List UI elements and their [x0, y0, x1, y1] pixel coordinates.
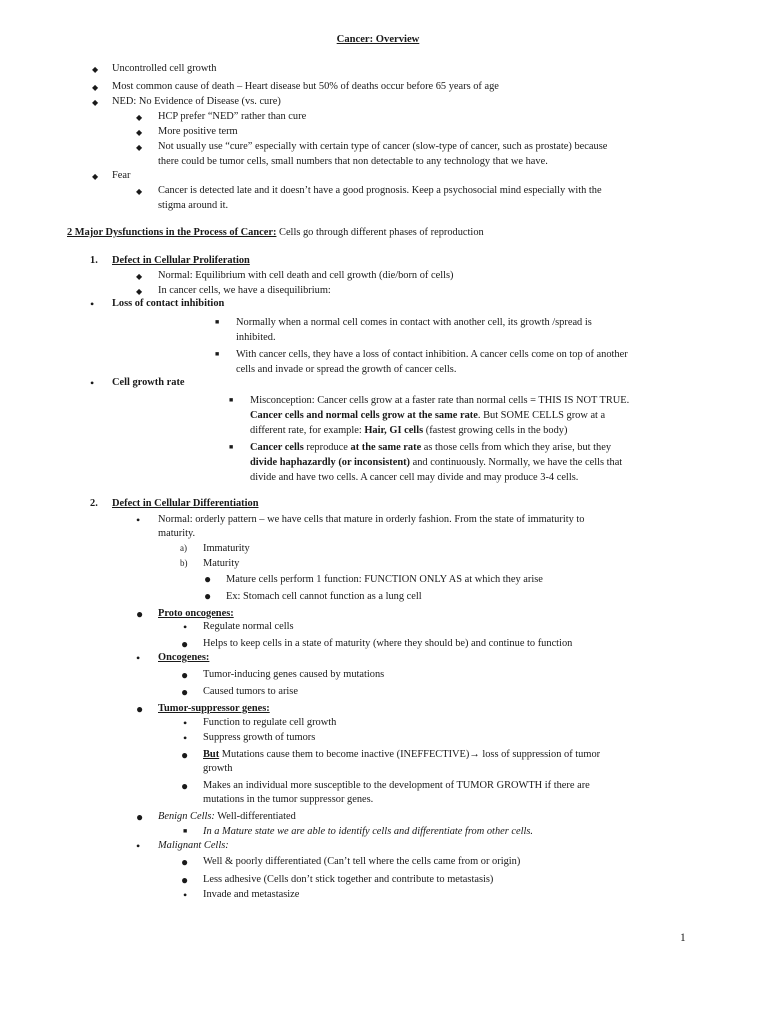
diamond-bullet-icon: ◆ — [92, 65, 99, 74]
list-item-continued — [250, 409, 605, 423]
cell-growth-rate-title: Cell growth rate — [112, 377, 185, 388]
emphasis: But — [203, 749, 220, 760]
round-bullet-icon: ● — [136, 810, 144, 824]
list-item: Immaturity — [203, 543, 250, 554]
diamond-bullet-icon: ◆ — [136, 143, 143, 152]
term: Benign Cells: — [158, 811, 215, 822]
list-item: Helps to keep cells in a state of maturity (where they should be) and continue to function — [203, 638, 573, 649]
dot-bullet-icon: • — [183, 620, 188, 634]
list-item — [203, 748, 600, 762]
list-item: Invade and metastasize — [203, 889, 300, 900]
round-bullet-icon: ● — [181, 748, 189, 762]
square-bullet-icon: ■ — [215, 318, 220, 326]
dot-bullet-icon: • — [136, 651, 141, 665]
section-heading-title: 2 Major Dysfunctions in the Process of Cancer: — [67, 227, 277, 238]
proto-oncogenes-title: Proto oncogenes: — [158, 608, 234, 619]
list-item: Normal: Equilibrium with cell death and cell growth (die/born of cells) — [158, 270, 454, 281]
text: (fastest growing cells in the body) — [423, 425, 568, 436]
round-bullet-icon: ● — [136, 702, 144, 716]
text: reproduce — [303, 442, 351, 453]
square-bullet-icon: ■ — [183, 827, 188, 835]
list-item: Tumor-inducing genes caused by mutations — [203, 669, 385, 680]
round-bullet-icon: ● — [181, 637, 189, 651]
emphasis: Cancer cells — [250, 442, 304, 453]
dot-bullet-icon: • — [136, 513, 141, 527]
letter-marker: a) — [180, 543, 187, 553]
list-item: Less adhesive (Cells don’t stick together and contribute to metastasis) — [203, 874, 494, 885]
text: Mutations cause them to become inactive (INEFFECTIVE)→ loss of suppression of tumor — [219, 749, 601, 760]
dot-bullet-icon: • — [183, 716, 188, 730]
round-bullet-icon: ● — [136, 607, 144, 621]
list-item: Mature cells perform 1 function: FUNCTION ONLY AS at which they arise — [226, 574, 543, 585]
list-item-continued — [250, 456, 622, 470]
intro-subbullet-continued: stigma around it. — [158, 200, 229, 211]
list-item: Misconception: Cancer cells grow at a faster rate than normal cells = THIS IS NOT TRUE. — [250, 395, 630, 406]
list-item-continued: cells and invade or spread the growth of cancer cells. — [236, 364, 457, 375]
intro-subbullet: Cancer is detected late and it doesn’t have a good prognosis. Keep a psychosocial mind especially with the — [158, 185, 602, 196]
diamond-bullet-icon: ◆ — [92, 83, 99, 92]
intro-subbullet: HCP prefer “NED” rather than cure — [158, 111, 307, 122]
list-item-continued: growth — [203, 763, 233, 774]
list-item: Maturity — [203, 558, 240, 569]
list-item: Suppress growth of tumors — [203, 732, 316, 743]
intro-bullet: Fear — [112, 170, 131, 181]
intro-bullet: Most common cause of death – Heart disease but 50% of deaths occur before 65 years of age — [112, 81, 499, 92]
list-item: Normal: orderly pattern – we have cells that mature in orderly fashion. From the state of immaturity to — [158, 514, 585, 525]
loss-of-contact-inhibition-title: Loss of contact inhibition — [112, 298, 225, 309]
list-item: Makes an individual more susceptible to the development of TUMOR GROWTH if there are — [203, 780, 590, 791]
tumor-suppressor-genes-title: Tumor-suppressor genes: — [158, 703, 270, 714]
list-number: 2. — [90, 498, 98, 509]
intro-bullet: Uncontrolled cell growth — [112, 63, 217, 74]
intro-subbullet-continued: there could be tumor cells, small numbers that non detectable to any technology that we have. — [158, 156, 548, 167]
round-bullet-icon: ● — [204, 572, 212, 586]
list-item-continued: mutations in the tumor suppressor genes. — [203, 794, 374, 805]
round-bullet-icon: ● — [181, 685, 189, 699]
round-bullet-icon: ● — [181, 873, 189, 887]
subsection-title-differentiation: Defect in Cellular Differentiation — [112, 498, 259, 509]
list-item — [250, 441, 611, 455]
list-item: Well & poorly differentiated (Can’t tell where the cells came from or origin) — [203, 856, 521, 867]
square-bullet-icon: ■ — [215, 350, 220, 358]
emphasis: Cancer cells and normal cells grow at the same rate — [250, 410, 478, 421]
list-item: Ex: Stomach cell cannot function as a lung cell — [226, 591, 422, 602]
text: different rate, for example: — [250, 425, 365, 436]
text: and continuously. Normally, we have the cells that — [410, 457, 623, 468]
round-bullet-icon: ● — [181, 779, 189, 793]
intro-subbullet: More positive term — [158, 126, 238, 137]
emphasis: divide haphazardly (or inconsistent) — [250, 457, 411, 468]
dot-bullet-icon: • — [136, 839, 141, 853]
list-item-continued — [250, 424, 567, 438]
diamond-bullet-icon: ◆ — [92, 98, 99, 107]
dot-bullet-icon: • — [183, 731, 188, 745]
text: Well-differentiated — [214, 811, 296, 822]
diamond-bullet-icon: ◆ — [92, 172, 99, 181]
benign-cells-line — [158, 810, 296, 824]
intro-subbullet: Not usually use “cure” especially with certain type of cancer (slow-type of cancer, such as prostate) because — [158, 141, 608, 152]
diamond-bullet-icon: ◆ — [136, 113, 143, 122]
dot-bullet-icon: • — [90, 376, 95, 390]
list-item-continued: maturity. — [158, 528, 196, 539]
intro-bullet: NED: No Evidence of Disease (vs. cure) — [112, 96, 281, 107]
list-number: 1. — [90, 255, 98, 266]
list-item: In cancer cells, we have a disequilibrium: — [158, 285, 331, 296]
subsection-title-proliferation: Defect in Cellular Proliferation — [112, 255, 250, 266]
page-number: 1 — [680, 932, 686, 944]
list-item: Normally when a normal cell comes in contact with another cell, its growth /spread is — [236, 317, 592, 328]
round-bullet-icon: ● — [181, 855, 189, 869]
square-bullet-icon: ■ — [229, 443, 234, 451]
list-item-continued: inhibited. — [236, 332, 276, 343]
page-title: Cancer: Overview — [336, 34, 420, 45]
dot-bullet-icon: • — [183, 888, 188, 902]
diamond-bullet-icon: ◆ — [136, 272, 143, 281]
diamond-bullet-icon: ◆ — [136, 128, 143, 137]
list-item: Function to regulate cell growth — [203, 717, 337, 728]
list-item: Regulate normal cells — [203, 621, 294, 632]
list-item: Caused tumors to arise — [203, 686, 298, 697]
text: as those cells from which they arise, but they — [421, 442, 612, 453]
diamond-bullet-icon: ◆ — [136, 287, 143, 296]
list-item: In a Mature state we are able to identify cells and differentiate from other cells. — [203, 826, 534, 837]
section-heading-rest: Cells go through different phases of reproduction — [276, 227, 484, 238]
text: . But SOME CELLS grow at a — [477, 410, 606, 421]
diamond-bullet-icon: ◆ — [136, 187, 143, 196]
dot-bullet-icon: • — [90, 297, 95, 311]
round-bullet-icon: ● — [204, 589, 212, 603]
square-bullet-icon: ■ — [229, 396, 234, 404]
oncogenes-title: Oncogenes: — [158, 652, 210, 663]
list-item: With cancer cells, they have a loss of contact inhibition. A cancer cells come on top of another — [236, 349, 628, 360]
letter-marker: b) — [180, 558, 188, 568]
round-bullet-icon: ● — [181, 668, 189, 682]
section-heading — [67, 226, 484, 240]
emphasis: Hair, GI cells — [364, 425, 424, 436]
emphasis: at the same rate — [350, 442, 422, 453]
list-item-continued: divide and have two cells. A cancer cell may divide and may produce 3-4 cells. — [250, 472, 579, 483]
malignant-cells-title: Malignant Cells: — [158, 840, 229, 851]
